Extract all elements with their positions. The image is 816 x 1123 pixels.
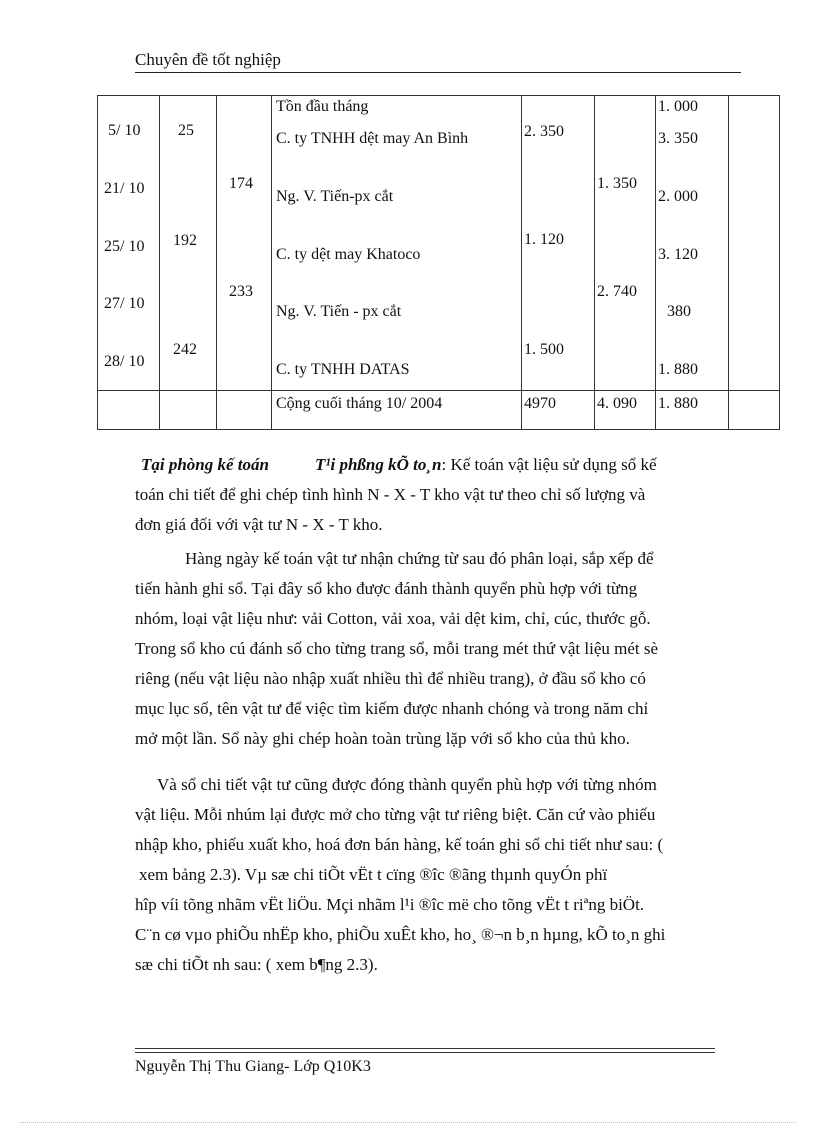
date-cell: 28/ 10 [104, 353, 145, 370]
column-divider [159, 96, 160, 429]
paragraph-line: riêng (nếu vật liệu nào nhập xuất nhiều thì để nhiều trang), ở đầu sổ kho có [135, 669, 646, 688]
paragraph-line: C¨n cø vµo phiÕu nhËp kho, phiÕu xuÊt kho, ho¸ ®¬n b¸n hµng, kÕ to¸n ghi [135, 925, 666, 944]
paragraph-detail-ledger [135, 770, 741, 980]
header-title: Chuyên đề tốt nghiệp [135, 50, 281, 69]
column-divider [521, 96, 522, 429]
balance-cell: 3. 350 [658, 130, 698, 147]
paragraph-line: nhóm, loại vật liệu như: vải Cotton, vải xoa, vải dệt kim, chỉ, cúc, thước gỗ. [135, 609, 651, 628]
paragraph-line: hîp víi tõng nhãm vËt liÖu. Mçi nhãm l¹i ®îc më cho tõng vËt t riªng biÖt. [135, 895, 645, 914]
paragraph-line: toán chi tiết để ghi chép tình hình N - X - T kho vật tư theo chỉ số lượng và [135, 485, 646, 504]
footer-rule [135, 1048, 715, 1049]
receipt-number-cell: 25 [178, 122, 194, 139]
paragraph-line: Hàng ngày kế toán vật tư nhận chứng từ sau đó phân loại, sắp xếp để [185, 549, 654, 568]
issue-number-cell: 174 [229, 175, 253, 192]
paragraph-line: Trong sổ kho cú đánh số cho từng trang sổ, mỗi trang mét thứ vật liệu mét sè [135, 639, 659, 658]
balance-cell: 1. 000 [658, 98, 698, 115]
received-total-cell: 4970 [524, 395, 556, 412]
receipt-number-cell: 242 [173, 341, 197, 358]
paragraph-line: Và sổ chi tiết vật tư cũng được đóng thành quyển phù hợp với từng nhóm [157, 775, 657, 794]
issued-qty-cell: 2. 740 [597, 283, 637, 300]
column-divider [728, 96, 729, 429]
date-cell: 27/ 10 [104, 295, 145, 312]
description-cell: Ng. V. Tiến - px cắt [276, 303, 402, 320]
paragraph-line: vật liệu. Mỗi nhúm lại được mở cho từng vật tư riêng biệt. Căn cứ vào phiếu [135, 805, 656, 824]
balance-total-cell: 1. 880 [658, 395, 698, 412]
paragraph-line: tiến hành ghi sổ. Tại đây sổ kho được đánh thành quyển phù hợp với từng [135, 579, 638, 598]
header-rule [135, 72, 741, 73]
balance-cell: 3. 120 [658, 246, 698, 263]
paragraph-line: sæ chi tiÕt nh sau: ( xem b¶ng 2.3). [135, 955, 378, 974]
description-cell: C. ty TNHH DATAS [276, 361, 410, 378]
balance-cell: 1. 880 [658, 361, 698, 378]
received-qty-cell: 2. 350 [524, 123, 564, 140]
description-cell: C. ty TNHH dệt may An Bình [276, 130, 469, 147]
paragraph-line: xem bảng 2.3). Vµ sæ chi tiÕt vËt t cïng ®îc ®ãng thµnh quyÓn phï [139, 865, 608, 884]
section-lead-garbled: T¹i phßng kÕ to¸n [315, 455, 442, 474]
received-qty-cell: 1. 120 [524, 231, 564, 248]
total-row-divider [98, 390, 779, 391]
date-cell: 25/ 10 [104, 238, 145, 255]
paragraph-line: đơn giá đối với vật tư N - X - T kho. [135, 515, 383, 534]
paragraph-line: mở một lần. Sổ này ghi chép hoàn toàn trùng lặp với sổ kho của thủ kho. [135, 729, 630, 748]
paragraph-line: mục lục số, tên vật tư để việc tìm kiếm được nhanh chóng và trong năm chỉ [135, 699, 649, 718]
paragraph-line: nhập kho, phiếu xuất kho, hoá đơn bán hàng, kế toán ghi sổ chi tiết như sau: ( [135, 835, 664, 854]
section-lead: Tại phòng kế toán [141, 455, 269, 474]
column-divider [271, 96, 272, 429]
footer-rule [135, 1052, 715, 1053]
description-cell: Ng. V. Tiến-px cắt [276, 188, 394, 205]
description-cell: Tồn đầu tháng [276, 98, 369, 115]
total-label-cell: Cộng cuối tháng 10/ 2004 [276, 395, 443, 412]
column-divider [655, 96, 656, 429]
date-cell: 5/ 10 [108, 122, 141, 139]
balance-cell: 380 [667, 303, 691, 320]
paragraph-line: Tại phòng kế toán T¹i phßng kÕ to¸n: Kế toán vật liệu sử dụng sổ kế [141, 455, 657, 474]
balance-cell: 2. 000 [658, 188, 698, 205]
received-qty-cell: 1. 500 [524, 341, 564, 358]
issued-qty-cell: 1. 350 [597, 175, 637, 192]
description-cell: C. ty dệt may Khatoco [276, 246, 421, 263]
issue-number-cell: 233 [229, 283, 253, 300]
inventory-ledger-table [97, 95, 780, 430]
date-cell: 21/ 10 [104, 180, 145, 197]
column-divider [216, 96, 217, 429]
paragraph-accounting-dept [135, 450, 741, 540]
receipt-number-cell: 192 [173, 232, 197, 249]
footer-author: Nguyễn Thị Thu Giang- Lớp Q10K3 [135, 1058, 371, 1075]
paragraph-daily-recording [135, 544, 741, 754]
column-divider [594, 96, 595, 429]
issued-total-cell: 4. 090 [597, 395, 637, 412]
